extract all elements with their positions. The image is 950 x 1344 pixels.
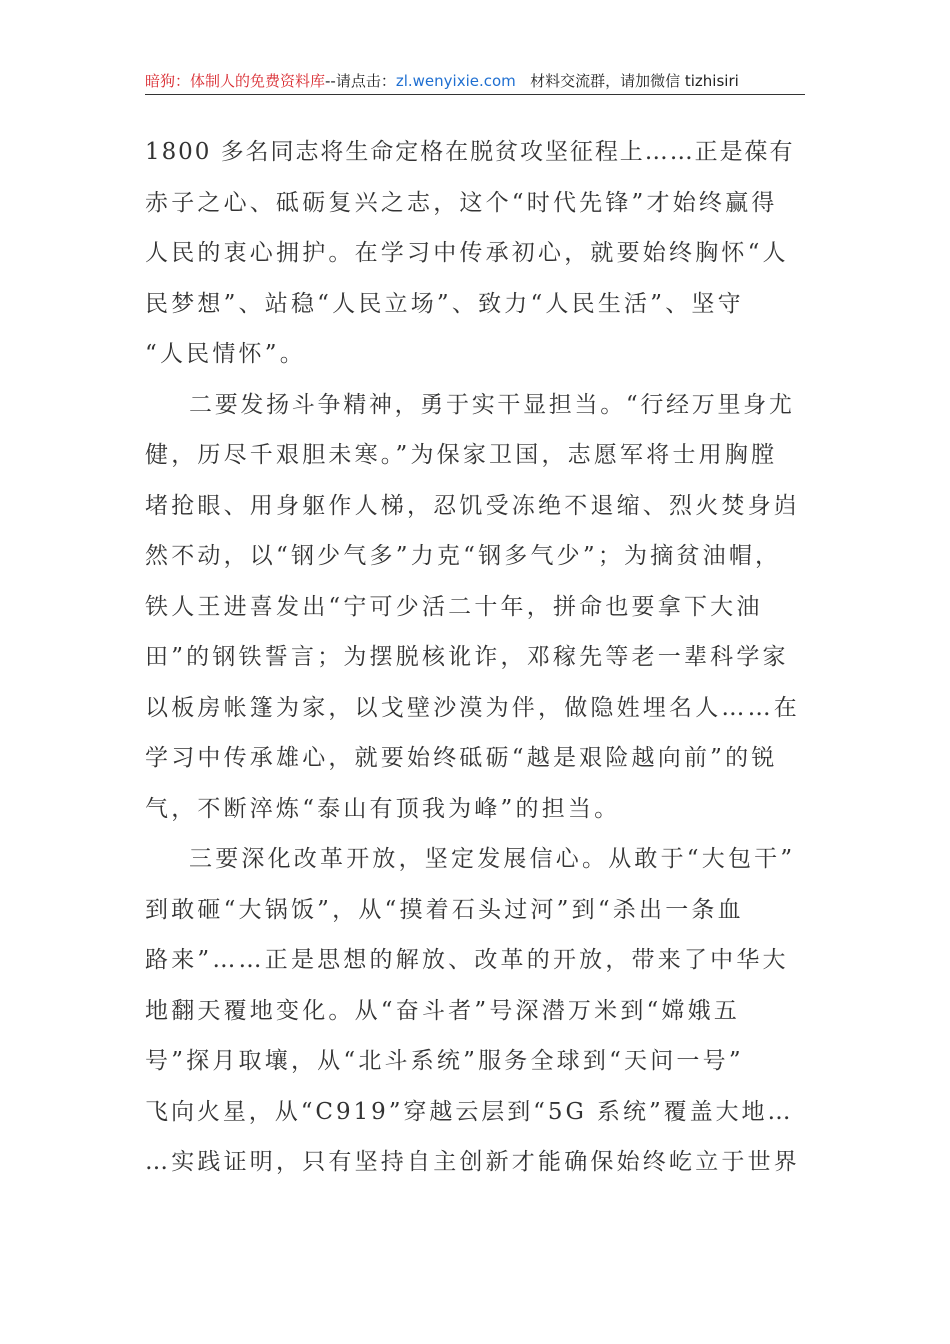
header-divider <box>145 94 805 95</box>
header-url-link[interactable]: zl.wenyixie.com <box>395 72 516 90</box>
text-line: 铁人王进喜发出“宁可少活二十年，拼命也要拿下大油 <box>145 593 763 620</box>
text-line: 到敢砸“大锅饭”，从“摸着石头过河”到“杀出一条血 <box>145 896 744 923</box>
text-line: 地翻天覆地变化。从“奋斗者”号深潜万米到“嫦娥五 <box>145 997 741 1024</box>
text-line: 飞向火星，从“C919”穿越云层到“5G 系统”覆盖大地… <box>145 1098 794 1125</box>
text-line: 三要深化改革开放，坚定发展信心。从敢于“大包干” <box>189 846 796 872</box>
text-line: 健，历尽千艰胆未寒。”为保家卫国，志愿军将士用胸膛 <box>145 442 778 468</box>
text-line: 学习中传承雄心，就要始终砥砺“越是艰险越向前”的锐 <box>145 745 778 771</box>
text-line: 民梦想”、站稳“人民立场”、致力“人民生活”、坚守 <box>145 290 744 317</box>
text-line: 号”探月取壤，从“北斗系统”服务全球到“天问一号” <box>145 1048 744 1074</box>
header-group-note: 材料交流群，请加微信 tizhisiri <box>530 72 739 90</box>
text-line: 赤子之心、砥砺复兴之志，这个“时代先锋”才始终赢得 <box>145 189 778 216</box>
page-header <box>145 70 805 94</box>
text-line: 堵抢眼、用身躯作人梯，忍饥受冻绝不退缩、烈火焚身岿 <box>145 492 800 519</box>
text-line: 以板房帐篷为家，以戈壁沙漠为伴，做隐姓埋名人……在 <box>145 694 800 721</box>
text-line: “人民情怀”。 <box>145 341 306 367</box>
document-body <box>145 127 800 1188</box>
text-line: 田”的钢铁誓言；为摆脱核讹诈，邓稼先等老一辈科学家 <box>145 644 789 670</box>
text-line: 然不动，以“钢少气多”力克“钢多气少”；为摘贫油帽， <box>145 543 782 569</box>
text-line: …实践证明，只有坚持自主创新才能确保始终屹立于世界 <box>145 1149 800 1175</box>
text-line: 人民的衷心拥护。在学习中传承初心，就要始终胸怀“人 <box>145 240 789 266</box>
header-brand: 暗狗：体制人的免费资料库 <box>145 72 326 90</box>
text-line: 二要发扬斗争精神，勇于实干显担当。“行经万里身尤 <box>189 391 795 418</box>
header-click-prompt: --请点击： <box>325 72 396 90</box>
text-line: 路来”……正是思想的解放、改革的开放，带来了中华大 <box>145 947 789 973</box>
text-line: 1800 多名同志将生命定格在脱贫攻坚征程上……正是葆有 <box>145 139 795 165</box>
text-line: 气，不断淬炼“泰山有顶我为峰”的担当。 <box>145 795 621 822</box>
